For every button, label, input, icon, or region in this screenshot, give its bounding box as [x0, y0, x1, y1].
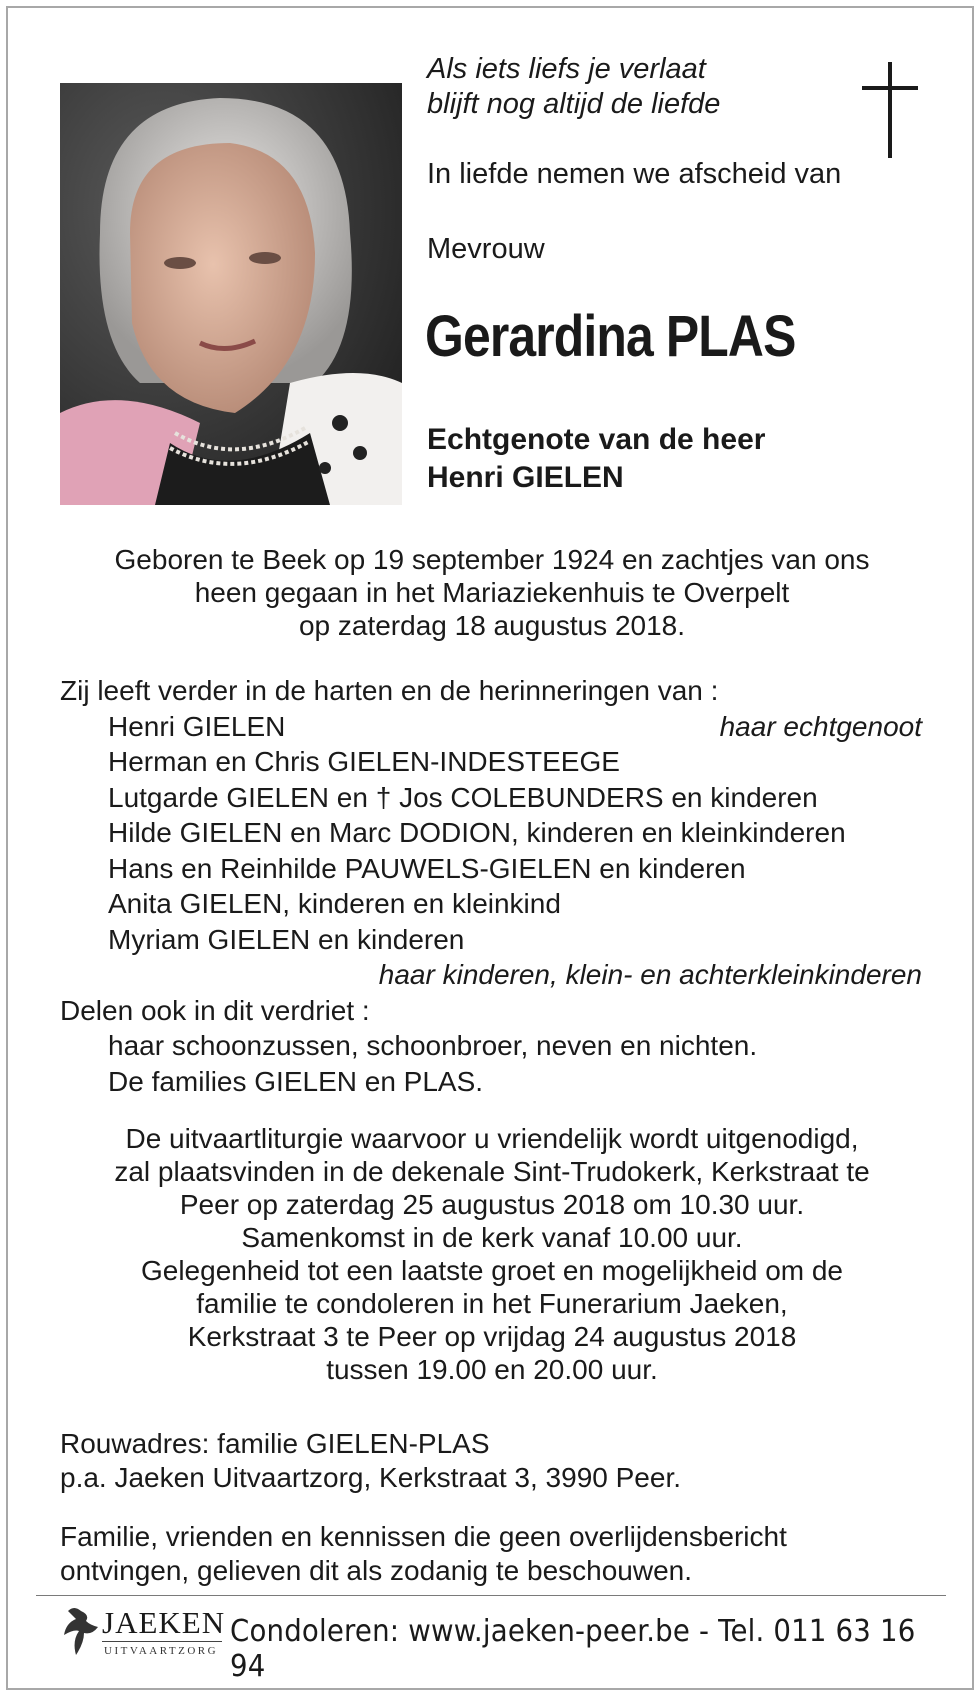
service-line: zal plaatsvinden in de dekenale Sint-Trudokerk, Kerkstraat te — [114, 1156, 870, 1187]
mourner-role: haar echtgenoot — [719, 710, 922, 742]
birth-line: op zaterdag 18 augustus 2018. — [298, 610, 686, 641]
mourner-row: Myriam GIELEN en kinderen — [108, 923, 465, 955]
service-line: Samenkomst in de kerk vanaf 10.00 uur. — [241, 1222, 743, 1253]
intro-text: In liefde nemen we afscheid van — [427, 158, 842, 190]
poem-line: Als iets liefs je verlaat — [427, 53, 706, 85]
spouse-line: Henri GIELEN — [427, 461, 624, 494]
mourner-name: Henri GIELEN — [108, 710, 286, 742]
service-line: De uitvaartliturgie waarvoor u vriendelijk wordt uitgenodigd, — [125, 1123, 859, 1154]
birth-line: Geboren te Beek op 19 september 1924 en zachtjes van ons — [114, 544, 870, 575]
closing-notice — [60, 1520, 787, 1588]
logo-subtitle: UITVAARTZORG — [104, 1645, 219, 1657]
mourner-row: haar schoonzussen, schoonbroer, neven en nichten. — [108, 1030, 758, 1061]
birth-line: heen gegaan in het Mariaziekenhuis te Overpelt — [194, 577, 790, 608]
mourner-row: Hilde GIELEN en Marc DODION, kinderen en kleinkinderen — [108, 817, 846, 848]
honorific: Mevrouw — [427, 233, 545, 265]
mourner-role: haar kinderen, klein- en achterkleinkinderen — [378, 959, 922, 990]
service-line: Peer op zaterdag 25 augustus 2018 om 10.30 uur. — [179, 1189, 805, 1220]
contact-line[interactable]: Condoleren: www.jaeken-peer.be - Tel. 011 63 16 94 — [230, 1614, 916, 1684]
jaeken-logo — [64, 1603, 224, 1663]
notice-line: ontvingen, gelieven dit als zodanig te beschouwen. — [60, 1555, 692, 1586]
cross-icon — [862, 62, 918, 163]
service-line: Gelegenheid tot een laatste groet en mogelijkheid om de — [140, 1255, 844, 1286]
dove-icon — [64, 1605, 98, 1664]
birth-death-info — [60, 543, 924, 642]
deceased-name: Gerardina PLAS — [425, 304, 796, 369]
footer-divider — [36, 1595, 946, 1596]
mourner-row: De families GIELEN en PLAS. — [108, 1065, 484, 1097]
mourners-heading: Zij leeft verder in de harten en de herinneringen van : — [60, 675, 719, 706]
mourners-list — [60, 673, 922, 1099]
mourning-address — [60, 1427, 681, 1495]
service-line: familie te condoleren in het Funerarium Jaeken, — [196, 1288, 788, 1319]
mourner-row: Anita GIELEN, kinderen en kleinkind — [108, 888, 561, 919]
logo-name: JAEKEN — [102, 1605, 226, 1640]
portrait-photo — [60, 83, 402, 505]
poem-quote — [427, 52, 720, 122]
spouse-info — [427, 421, 765, 497]
mourner-row: Lutgarde GIELEN en † Jos COLEBUNDERS en kinderen — [108, 781, 818, 813]
service-line: tussen 19.00 en 20.00 uur. — [326, 1354, 658, 1385]
service-info — [60, 1122, 924, 1386]
mourner-row: Herman en Chris GIELEN-INDESTEEGE — [108, 746, 620, 777]
spouse-line: Echtgenote van de heer — [427, 423, 766, 456]
service-line: Kerkstraat 3 te Peer op vrijdag 24 augustus 2018 — [187, 1321, 797, 1352]
poem-line: blijft nog altijd de liefde — [427, 88, 721, 120]
address-line: Rouwadres: familie GIELEN-PLAS — [60, 1428, 490, 1459]
share-heading: Delen ook in dit verdriet : — [60, 994, 370, 1026]
address-line: p.a. Jaeken Uitvaartzorg, Kerkstraat 3, 3990 Peer. — [60, 1462, 682, 1493]
mourner-row: Hans en Reinhilde PAUWELS-GIELEN en kinderen — [108, 852, 746, 884]
notice-line: Familie, vrienden en kennissen die geen overlijdensbericht — [60, 1521, 787, 1552]
logo-divider — [102, 1641, 222, 1642]
mourner-row — [60, 709, 922, 745]
